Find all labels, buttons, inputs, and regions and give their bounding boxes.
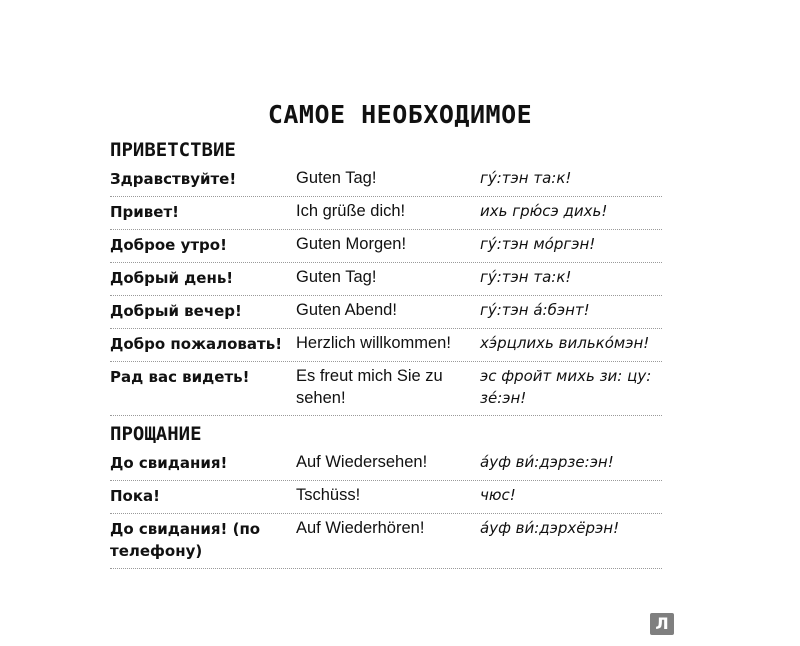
phrase-row <box>110 164 662 197</box>
transcription: хэ́рцлихь вилько́мэн! <box>480 334 650 352</box>
section-heading: ПРИВЕТСТВИЕ <box>110 139 236 161</box>
german-phrase: Guten Abend! <box>296 301 397 319</box>
transcription: чюс! <box>480 486 516 504</box>
publisher-logo: Л <box>650 613 674 635</box>
page-title: САМОЕ НЕОБХОДИМОЕ <box>267 100 533 129</box>
phrase-row <box>110 296 662 329</box>
phrase-row <box>110 329 662 362</box>
phrase-row <box>110 514 662 569</box>
russian-phrase: Здравствуйте! <box>110 170 237 188</box>
german-phrase: Herzlich willkommen! <box>296 334 451 352</box>
russian-phrase: Доброе утро! <box>110 236 227 254</box>
german-phrase: Es freut mich Sie zu sehen! <box>296 367 443 407</box>
german-phrase: Auf Wiedersehen! <box>296 453 428 471</box>
phrase-row <box>110 197 662 230</box>
russian-phrase: Пока! <box>110 487 161 505</box>
phrase-row <box>110 230 662 263</box>
german-phrase: Guten Morgen! <box>296 235 407 253</box>
section-greetings <box>110 136 662 416</box>
phrase-row <box>110 448 662 481</box>
transcription: гу́:тэн та:к! <box>480 268 572 286</box>
transcription: а́уф ви́:дэрзе:эн! <box>480 453 614 471</box>
transcription: а́уф ви́:дэрхёрэн! <box>480 519 620 537</box>
russian-phrase: До свидания! (по телефону) <box>110 520 261 560</box>
section-farewells <box>110 420 662 569</box>
russian-phrase: Привет! <box>110 203 180 221</box>
transcription: гу́:тэн мо́ргэн! <box>480 235 596 253</box>
transcription: ихь грю́сэ дихь! <box>480 202 608 220</box>
section-heading: ПРОЩАНИЕ <box>110 423 202 445</box>
russian-phrase: Добрый вечер! <box>110 302 242 320</box>
russian-phrase: Добро пожаловать! <box>110 335 283 353</box>
phrase-row <box>110 481 662 514</box>
german-phrase: Tschüss! <box>296 486 361 504</box>
russian-phrase: До свидания! <box>110 454 228 472</box>
transcription: гу́:тэн та:к! <box>480 169 572 187</box>
transcription: гу́:тэн а́:бэнт! <box>480 301 590 319</box>
phrase-row <box>110 362 662 416</box>
russian-phrase: Рад вас видеть! <box>110 368 250 386</box>
german-phrase: Guten Tag! <box>296 268 377 286</box>
russian-phrase: Добрый день! <box>110 269 234 287</box>
phrase-row <box>110 263 662 296</box>
transcription: эс фройт михь зи: цу: зе́:эн! <box>480 367 652 407</box>
german-phrase: Guten Tag! <box>296 169 377 187</box>
german-phrase: Auf Wiederhören! <box>296 519 425 537</box>
german-phrase: Ich grüße dich! <box>296 202 406 220</box>
